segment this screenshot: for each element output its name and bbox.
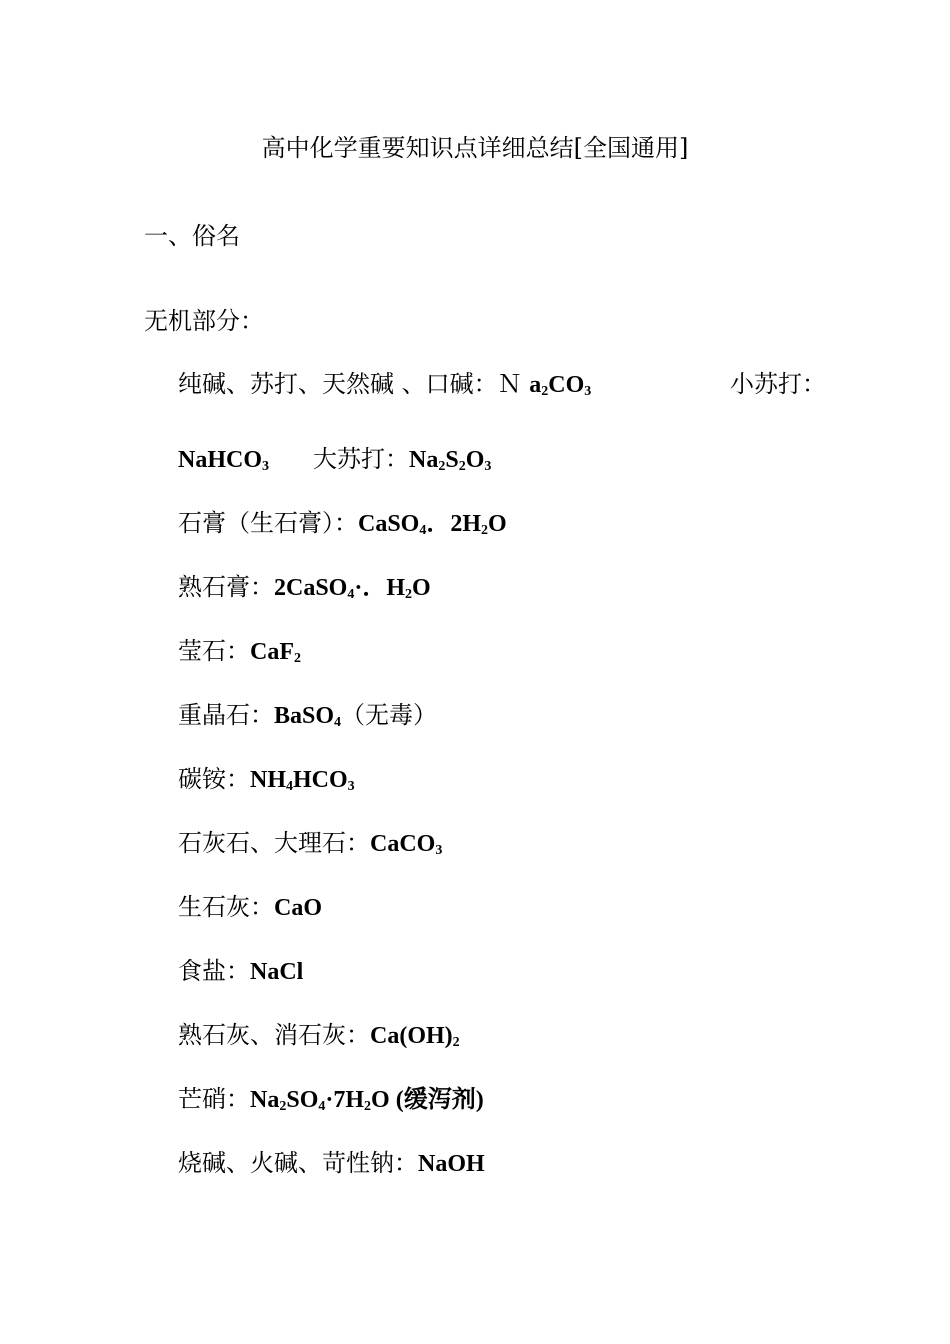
formula-subscript: 4	[419, 523, 427, 538]
formula-subscript: 3	[435, 843, 443, 858]
formula-text: NH	[250, 767, 286, 793]
list-item	[178, 953, 303, 990]
formula-subscript: 4	[347, 587, 355, 602]
chemical-formula	[250, 767, 355, 793]
formula-subscript: 3	[347, 779, 355, 794]
formula-text: O (缓泻剂)	[371, 1087, 484, 1113]
formula-text: NaCl	[250, 959, 304, 985]
list-item	[178, 761, 355, 798]
formula-text: O	[412, 575, 431, 601]
chemical-formula	[250, 1087, 484, 1113]
formula-text: ．2H	[426, 511, 482, 537]
item-label: 食盐：	[178, 957, 250, 985]
formula-text: NaHCO	[178, 447, 262, 473]
chemical-formula	[250, 639, 301, 665]
formula-text: ·．H	[354, 575, 406, 601]
formula-subscript: 2	[541, 384, 549, 399]
formula-subscript: 2	[294, 651, 301, 666]
item-label: 纯碱、苏打、天然碱 、口碱：	[178, 370, 498, 398]
formula-subscript: 2	[364, 1099, 372, 1114]
list-item	[178, 697, 437, 734]
formula-text: CaSO	[358, 511, 420, 537]
formula-subscript: 3	[584, 384, 592, 399]
chemical-formula	[274, 575, 431, 601]
list-item	[178, 1145, 485, 1182]
section-heading-common-names: 一、俗名	[144, 222, 240, 250]
item-nahco3-row	[178, 441, 491, 478]
formula-text: BaSO	[274, 703, 335, 729]
formula-subscript: 2	[452, 1035, 460, 1050]
item-label: 烧碱、火碱、苛性钠：	[178, 1149, 418, 1177]
formula-text: ·7H	[325, 1087, 365, 1113]
formula-subscript: 3	[262, 459, 269, 474]
item-label: 莹石：	[178, 637, 250, 665]
chemical-formula	[409, 447, 491, 473]
chemical-formula	[418, 1151, 485, 1177]
formula-subscript: 4	[334, 715, 342, 730]
formula-subscript: 2	[481, 523, 489, 538]
list-item	[178, 825, 442, 862]
chemical-formula	[358, 511, 507, 537]
item-sodium-carbonate	[178, 366, 591, 403]
item-label: 重晶石：	[178, 701, 274, 729]
item-label: 生石灰：	[178, 893, 274, 921]
formula-text: Na	[250, 1087, 280, 1113]
formula-subscript: 2	[458, 459, 466, 474]
formula-text: S	[445, 447, 459, 473]
list-item	[178, 569, 431, 606]
list-item	[178, 1017, 460, 1054]
list-item	[178, 889, 322, 926]
formula-text: SO	[286, 1087, 319, 1113]
formula-text: Na	[409, 447, 439, 473]
item-label: 石灰石、大理石：	[178, 829, 370, 857]
formula-text: O	[465, 447, 485, 473]
list-item	[178, 633, 301, 670]
formula-text: HCO	[293, 767, 348, 793]
formula-text: CO	[548, 372, 585, 398]
formula-text: O	[488, 511, 507, 537]
item-label: 熟石膏：	[178, 573, 274, 601]
chemical-formula	[274, 895, 322, 921]
formula-text: CaO	[274, 895, 322, 921]
chemical-formula	[370, 1023, 460, 1049]
list-item	[178, 1081, 484, 1118]
chemical-formula	[529, 372, 591, 398]
formula-subscript: 2	[405, 587, 413, 602]
item-label: 大苏打：	[313, 445, 409, 473]
item-label: 芒硝：	[178, 1085, 250, 1113]
item-label: 碳铵：	[178, 765, 250, 793]
formula-text: NaOH	[418, 1151, 485, 1177]
formula-subscript: 4	[286, 779, 293, 794]
formula-text: 2CaSO	[274, 575, 348, 601]
subsection-inorganic: 无机部分：	[144, 307, 264, 335]
formula-text: CaCO	[370, 831, 436, 857]
formula-subscript: 3	[484, 459, 492, 474]
item-note: （无毒）	[341, 701, 438, 729]
chemical-formula	[178, 447, 269, 473]
item-label: 熟石灰、消石灰：	[178, 1021, 370, 1049]
formula-text: Ca(OH)	[370, 1023, 453, 1049]
chemical-formula	[274, 703, 341, 729]
formula-text: a	[529, 372, 542, 398]
chemical-formula	[250, 959, 303, 985]
formula-subscript: 4	[318, 1099, 326, 1114]
document-title: 高中化学重要知识点详细总结[全国通用]	[261, 134, 689, 162]
formula-subscript: 2	[279, 1099, 287, 1114]
item-label: 石膏（生石膏）：	[178, 509, 358, 537]
list-item	[178, 505, 507, 542]
formula-prefix: Ｎ	[497, 370, 530, 398]
item-label-baking-soda: 小苏打：	[730, 370, 826, 398]
chemical-formula	[370, 831, 442, 857]
formula-subscript: 2	[438, 459, 446, 474]
formula-text: CaF	[250, 639, 294, 665]
